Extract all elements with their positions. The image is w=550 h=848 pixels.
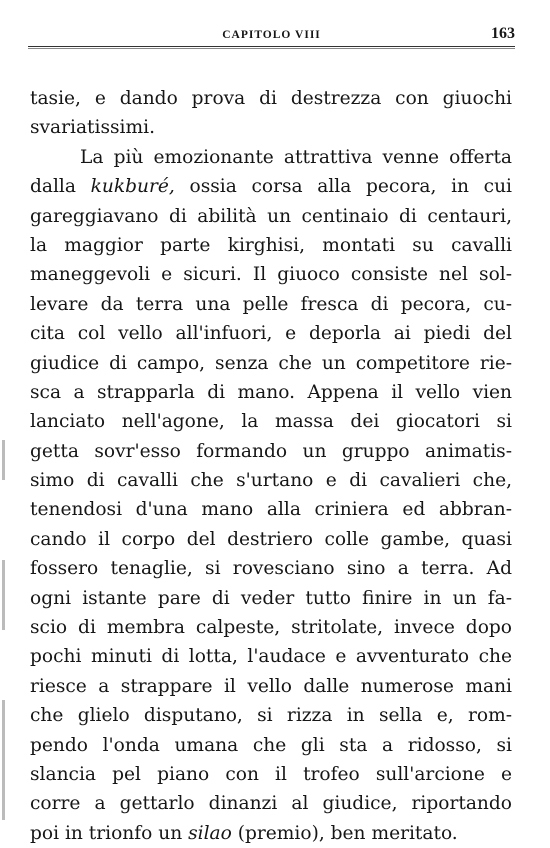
scan-margin-speckle xyxy=(2,440,5,480)
text-line: sca a strapparla di mano. Appena il vello vien xyxy=(30,381,512,403)
text-line: scio di membra calpeste, stritolate, invece dopo xyxy=(30,617,512,639)
header-rule xyxy=(28,46,515,49)
text-line: giudice di campo, senza che un competitore rie- xyxy=(30,352,512,374)
text-line: simo di cavalli che s'urtano e di cavalieri che, xyxy=(30,470,512,492)
text-line: cita col vello all'infuori, e deporla ai piedi del xyxy=(30,323,512,345)
page-number: 163 xyxy=(491,25,515,42)
text-line: maneggevoli e sicuri. Il giuoco consiste nel sol- xyxy=(30,264,512,286)
text-line: levare da terra una pelle fresca di pecora, cu- xyxy=(30,293,512,315)
text-line: svariatissimi. xyxy=(30,117,155,139)
body-text xyxy=(30,84,512,848)
text-line: ogni istante pare di veder tutto finire in un fa- xyxy=(30,587,512,609)
text-line: fossero tenaglie, si rovesciano sino a terra. Ad xyxy=(30,558,512,580)
text-line: corre a gettarlo dinanzi al giudice, riportando xyxy=(30,793,512,815)
running-header xyxy=(28,25,515,49)
text-line: La più emozionante attrattiva venne offerta xyxy=(80,146,512,168)
text-line: pochi minuti di lotta, l'audace e avventurato che xyxy=(30,646,512,668)
text-line: la maggior parte kirghisi, montati su cavalli xyxy=(30,234,512,256)
scan-margin-speckle xyxy=(2,560,5,630)
text-line: gareggiavano di abilità un centinaio di centauri, xyxy=(30,205,512,227)
scan-margin-speckle xyxy=(2,700,5,820)
text-line: poi in trionfo un silao (premio), ben meritato. xyxy=(30,822,458,844)
text-line: riesce a strappare il vello dalle numerose mani xyxy=(30,675,512,697)
text-line: getta sovr'esso formando un gruppo animatis- xyxy=(30,440,512,462)
chapter-title: CAPITOLO VIII xyxy=(222,29,321,41)
text-line: pendo l'onda umana che gli sta a ridosso, si xyxy=(30,734,512,756)
text-line: cando il corpo del destriero colle gambe, quasi xyxy=(30,528,512,550)
text-line: che glielo disputano, si rizza in sella e, rom- xyxy=(30,705,512,727)
text-line: tenendosi d'una mano alla criniera ed abbran- xyxy=(30,499,512,521)
text-line: lanciato nell'agone, la massa dei giocatori si xyxy=(30,411,512,433)
text-line: tasie, e dando prova di destrezza con giuochi xyxy=(30,88,512,109)
text-line: slancia pel piano con il trofeo sull'arcione e xyxy=(30,763,512,785)
text-line: dalla kukburé, ossia corsa alla pecora, in cui xyxy=(30,176,512,198)
